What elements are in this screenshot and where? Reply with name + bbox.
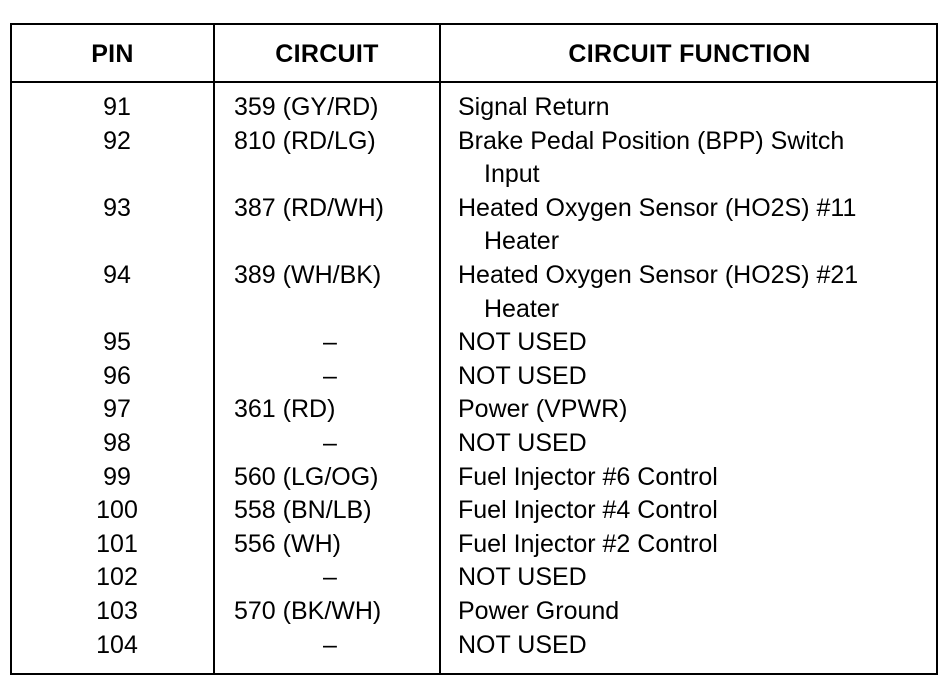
table-cell-pin: 94: [103, 261, 131, 289]
function-text: Fuel Injector #2 Control: [458, 529, 718, 558]
function-text-continued: Heater: [484, 227, 560, 256]
function-text: NOT USED: [458, 563, 587, 592]
table-cell-circuit: –: [323, 429, 337, 457]
header-circuit-function: CIRCUIT FUNCTION: [568, 40, 811, 68]
table-cell-function: [458, 125, 844, 192]
column-divider-circuit-function: [439, 25, 441, 673]
table-cell-function: [458, 595, 619, 629]
table-cell-function: [458, 561, 587, 595]
table-cell-pin: 101: [96, 529, 138, 558]
function-text: Signal Return: [458, 93, 610, 121]
function-text: Fuel Injector #4 Control: [458, 496, 718, 525]
pin-circuit-table: [10, 23, 938, 675]
table-cell-pin: 93: [103, 193, 131, 222]
table-cell-function: [458, 259, 858, 326]
table-cell-circuit: –: [323, 630, 337, 659]
table-cell-function: [458, 192, 856, 259]
table-cell-function: [458, 326, 587, 360]
header-pin: PIN: [91, 40, 134, 68]
function-text: NOT USED: [458, 429, 587, 457]
table-cell-circuit: –: [323, 328, 337, 357]
table-cell-circuit: 560 (LG/OG): [234, 462, 379, 491]
table-cell-circuit: 558 (BN/LB): [234, 496, 372, 525]
header-circuit: CIRCUIT: [275, 40, 379, 68]
table-cell-pin: 104: [96, 630, 138, 659]
function-text: Power Ground: [458, 597, 620, 625]
function-text: Brake Pedal Position (BPP) Switch: [458, 126, 845, 155]
function-text: NOT USED: [458, 361, 587, 390]
table-cell-pin: 100: [96, 496, 138, 525]
table-cell-circuit: 389 (WH/BK): [234, 261, 382, 289]
header-divider: [12, 81, 936, 83]
function-text-continued: Input: [484, 160, 540, 189]
table-cell-function: [458, 427, 587, 461]
table-cell-circuit: 556 (WH): [234, 529, 341, 558]
table-cell-pin: 98: [103, 429, 131, 457]
table-cell-circuit: –: [323, 361, 337, 390]
table-cell-circuit: 359 (GY/RD): [234, 93, 379, 121]
table-cell-circuit: 361 (RD): [234, 395, 336, 424]
table-cell-circuit: 570 (BK/WH): [234, 597, 382, 625]
function-text: NOT USED: [458, 328, 587, 357]
function-text: Fuel Injector #6 Control: [458, 462, 718, 491]
table-cell-function: [458, 461, 718, 495]
table-cell-pin: 99: [103, 462, 131, 491]
table-cell-pin: 97: [103, 395, 131, 424]
table-cell-pin: 95: [103, 328, 131, 357]
table-cell-pin: 103: [96, 597, 138, 625]
table-cell-pin: 92: [103, 126, 131, 155]
function-text: Heated Oxygen Sensor (HO2S) #21: [458, 261, 859, 289]
table-cell-pin: 96: [103, 361, 131, 390]
function-text: Power (VPWR): [458, 395, 628, 424]
function-text: NOT USED: [458, 630, 587, 659]
table-cell-function: [458, 494, 718, 528]
table-cell-circuit: 387 (RD/WH): [234, 193, 385, 222]
table-cell-circuit: 810 (RD/LG): [234, 126, 376, 155]
function-text: Heated Oxygen Sensor (HO2S) #11: [458, 193, 857, 222]
table-cell-function: [458, 360, 587, 394]
table-cell-function: [458, 629, 587, 663]
table-cell-function: [458, 528, 718, 562]
table-cell-function: [458, 91, 609, 125]
table-cell-function: [458, 393, 627, 427]
table-cell-pin: 102: [96, 563, 138, 592]
table-cell-circuit: –: [323, 563, 337, 592]
function-text-continued: Heater: [484, 294, 560, 323]
table-cell-pin: 91: [103, 93, 131, 121]
